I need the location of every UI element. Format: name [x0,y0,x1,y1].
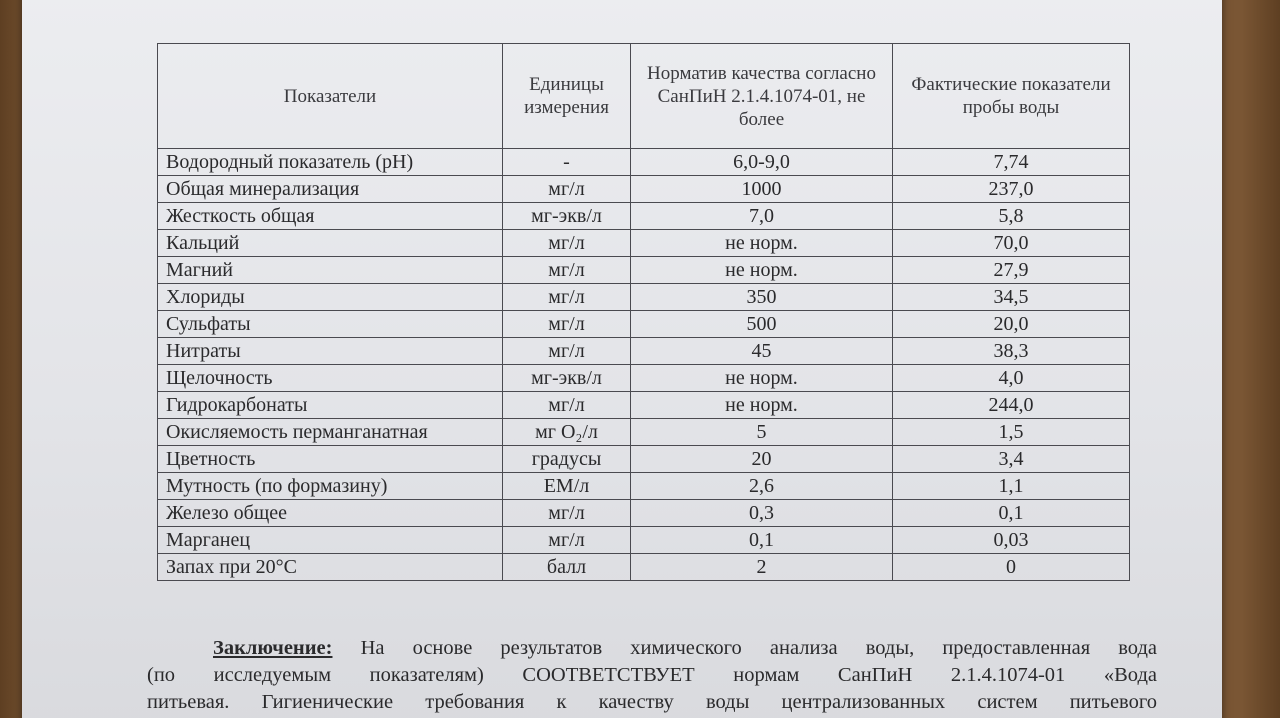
table-row [158,149,1130,176]
unit-cell: мг/л [503,176,631,203]
unit-cell: мг-экв/л [503,203,631,230]
unit-cell: мг/л [503,527,631,554]
table-header-row [158,44,1130,149]
actual-value-cell: 3,4 [893,446,1130,473]
norm-cell: 20 [631,446,893,473]
table-row [158,473,1130,500]
water-analysis-table [157,43,1130,581]
unit-cell: мг/л [503,284,631,311]
table-row [158,311,1130,338]
actual-value-cell: 7,74 [893,149,1130,176]
unit-cell: мг/л [503,500,631,527]
table-row [158,203,1130,230]
header-norm: Норматив качества согласно СанПиН 2.1.4.1074-01, не более [631,44,893,149]
unit-cell: мг-экв/л [503,365,631,392]
unit-cell: балл [503,554,631,581]
header-actual: Фактические показатели пробы воды [893,44,1130,149]
conclusion-label: Заключение: [213,637,333,659]
conclusion-line-1-text: На основе результатов химического анализа воды, предоставленная вода [360,637,1157,659]
indicator-name-cell: Общая минерализация [158,176,503,203]
indicator-name-cell: Магний [158,257,503,284]
norm-cell: 2,6 [631,473,893,500]
actual-value-cell: 237,0 [893,176,1130,203]
indicator-name-cell: Мутность (по формазину) [158,473,503,500]
paper-sheet [22,0,1222,718]
conclusion-line-2: (по исследуемым показателям) СООТВЕТСТВУЕТ нормам СанПиН 2.1.4.1074-01 «Вода [147,664,1157,686]
conclusion-line-3: питьевая. Гигиенические требования к качеству воды централизованных систем питьевого [147,691,1157,713]
indicator-name-cell: Щелочность [158,365,503,392]
actual-value-cell: 0,1 [893,500,1130,527]
conclusion-line-1 [147,635,1157,662]
actual-value-cell: 0 [893,554,1130,581]
norm-cell: 7,0 [631,203,893,230]
actual-value-cell: 1,1 [893,473,1130,500]
indicator-name-cell: Запах при 20°С [158,554,503,581]
table-row [158,392,1130,419]
indicator-name-cell: Гидрокарбонаты [158,392,503,419]
unit-cell: мг/л [503,257,631,284]
actual-value-cell: 244,0 [893,392,1130,419]
table-row [158,230,1130,257]
table-row [158,419,1130,446]
table-row [158,446,1130,473]
norm-cell: 1000 [631,176,893,203]
indicator-name-cell: Хлориды [158,284,503,311]
indicator-name-cell: Жесткость общая [158,203,503,230]
indicator-name-cell: Марганец [158,527,503,554]
indicator-name-cell: Цветность [158,446,503,473]
actual-value-cell: 70,0 [893,230,1130,257]
indicator-name-cell: Нитраты [158,338,503,365]
unit-cell: мг/л [503,311,631,338]
header-indicators: Показатели [158,44,503,149]
unit-cell: ЕМ/л [503,473,631,500]
header-units: Единицы измерения [503,44,631,149]
unit-cell: мг O₂/л [503,419,631,446]
norm-cell: 350 [631,284,893,311]
table-row [158,257,1130,284]
actual-value-cell: 0,03 [893,527,1130,554]
indicator-name-cell: Окисляемость перманганатная [158,419,503,446]
table-body [158,149,1130,581]
indicator-name-cell: Водородный показатель (pH) [158,149,503,176]
actual-value-cell: 27,9 [893,257,1130,284]
table-row [158,338,1130,365]
conclusion-text [147,635,1157,716]
norm-cell: 2 [631,554,893,581]
norm-cell: 6,0-9,0 [631,149,893,176]
actual-value-cell: 1,5 [893,419,1130,446]
table-row [158,554,1130,581]
table-row [158,527,1130,554]
norm-cell: 0,1 [631,527,893,554]
norm-cell: 0,3 [631,500,893,527]
norm-cell: не норм. [631,230,893,257]
norm-cell: 5 [631,419,893,446]
unit-cell: градусы [503,446,631,473]
actual-value-cell: 5,8 [893,203,1130,230]
indicator-name-cell: Железо общее [158,500,503,527]
table-row [158,176,1130,203]
unit-cell: мг/л [503,338,631,365]
indicator-name-cell: Кальций [158,230,503,257]
water-analysis-table-wrap [157,43,1129,581]
table-row [158,365,1130,392]
actual-value-cell: 4,0 [893,365,1130,392]
table-row [158,500,1130,527]
norm-cell: 45 [631,338,893,365]
table-row [158,284,1130,311]
norm-cell: 500 [631,311,893,338]
norm-cell: не норм. [631,257,893,284]
actual-value-cell: 20,0 [893,311,1130,338]
norm-cell: не норм. [631,392,893,419]
unit-cell: мг/л [503,230,631,257]
actual-value-cell: 38,3 [893,338,1130,365]
norm-cell: не норм. [631,365,893,392]
unit-cell: - [503,149,631,176]
unit-cell: мг/л [503,392,631,419]
indicator-name-cell: Сульфаты [158,311,503,338]
actual-value-cell: 34,5 [893,284,1130,311]
